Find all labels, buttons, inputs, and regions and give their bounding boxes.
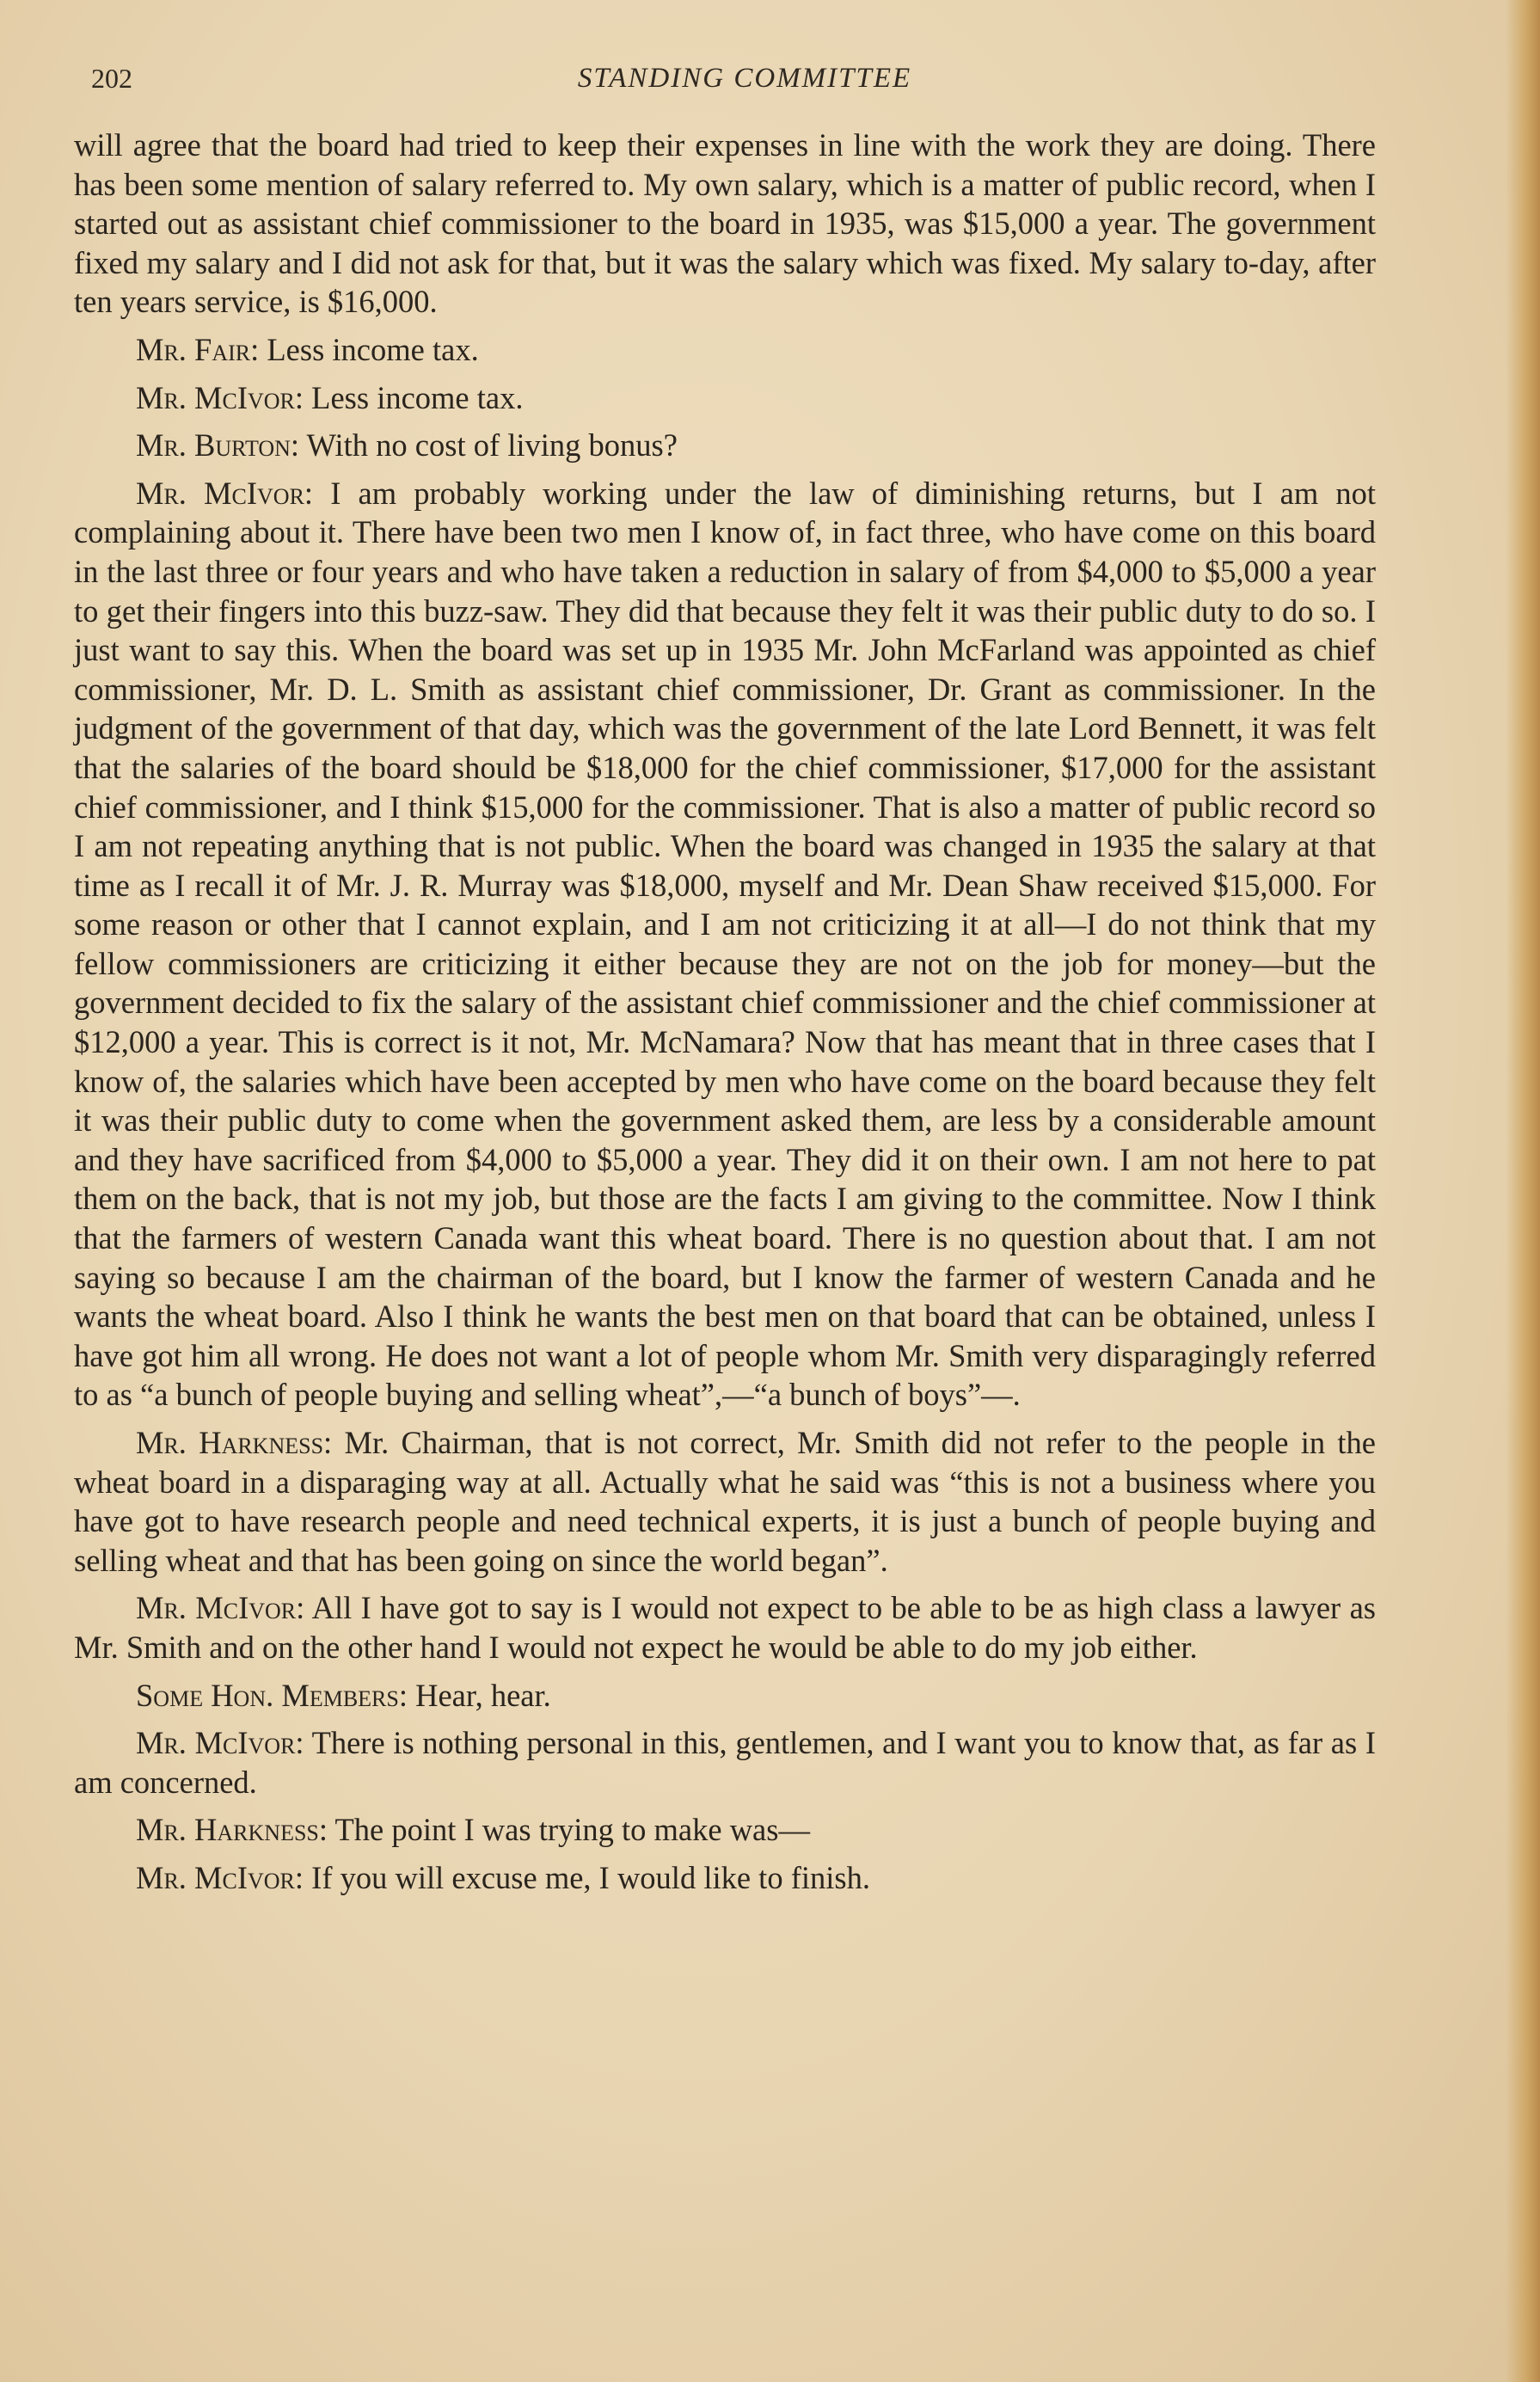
page-edge-shading [1506,0,1540,2382]
speaker-name: Mr. Harkness: [136,1812,328,1848]
speaker-name: Mr. McIvor: [136,1859,304,1895]
paragraph-text: will agree that the board had tried to keep their expenses in line with the work they are doing. There has been some mention of salary referred to. My own salary, which is a matter of public record, when I started out as assistant chief commissioner to the board in 1935, was $15,000 a year. The government fixed my salary and I did not ask for that, but it was the salary which was fixed. My salary to-day, after ten years service, is $16,000. [74,127,1376,320]
transcript-body [74,126,1376,1906]
paragraph [74,1810,1376,1850]
paragraph-text: Hear, hear. [415,1677,551,1713]
paragraph-text: I am probably working under the law of diminishing returns, but I am not complaining about it. There have been two men I know of, in fact three, who have come on this board in the last three or four years and who have taken a reduction in salary of from $4,000 to $5,000 a year to get their fingers into this buzz-saw. They did that because they felt it was their public duty to do so. I just want to say this. When the board was set up in 1935 Mr. John McFarland was appointed as chief commissioner, Mr. D. L. Smith as assistant chief commissioner, Dr. Grant as commissioner. In the judgment of the government of that day, which was the government of the late Lord Bennett, it was felt that the salaries of the board should be $18,000 for the chief commissioner, $17,000 for the assistant chief commissioner, and I think $15,000 for the commissioner. That is also a matter of public record so I am not repeating anything that is not public. When the board was changed in 1935 the salary at that time as I recall it of Mr. J. R. Murray was $18,000, myself and Mr. Dean Shaw received $15,000. For some reason or other that I cannot explain, and I am not criticizing it at all—I do not think that my fellow commissioners are criticizing it either because they are not on the job for money—but the government decided to fix the salary of the assistant chief commissioner and the chief commissioner at $12,000 a year. This is correct is it not, Mr. McNamara? Now that has meant that in three cases that I know of, the salaries which have been accepted by men who have come on the board because they felt it was their public duty to come when the government asked them, are less by a considerable amount and they have sacrificed from $4,000 to $5,000 a year. They did it on their own. I am not here to pat them on the back, that is not my job, but those are the facts I am giving to the committee. Now I think that the farmers of western Canada want this wheat board. There is no question about that. I am not saying so because I am the chairman of the board, but I know the farmer of western Canada and he wants the wheat board. Also I think he wants the best men on that board that can be obtained, unless I have got him all wrong. He does not want a lot of people whom Mr. Smith very disparagingly referred to as “a bunch of people buying and selling wheat”,—“a bunch of boys”—. [74,475,1376,1413]
paragraph-text: All I have got to say is I would not expect to be able to be as high class a lawyer as Mr. Smith and on the other hand I would not expect he would be able to do my job either. [74,1590,1376,1665]
paragraph [74,1858,1376,1898]
speaker-name: Mr. Fair: [136,331,260,367]
speaker-name: Mr. McIvor: [136,1590,305,1626]
paragraph [74,1723,1376,1802]
paragraph [74,1676,1376,1716]
paragraph [74,378,1376,418]
paragraph [74,474,1376,1415]
speaker-name: Mr. Burton: [136,427,300,464]
speaker-name: Mr. McIvor: [136,475,314,511]
paragraph [74,426,1376,465]
paragraph-text: Less income tax. [267,331,479,367]
paragraph [74,1588,1376,1667]
paragraph-text: Less income tax. [311,379,524,415]
paragraph [74,1423,1376,1580]
paragraph [74,330,1376,370]
running-head: STANDING COMMITTEE [577,63,912,94]
page-number: 202 [91,63,132,94]
paragraph [74,126,1376,322]
paragraph-text: The point I was trying to make was— [334,1812,810,1848]
paragraph-text: If you will excuse me, I would like to finish. [311,1859,870,1895]
paragraph-text: With no cost of living bonus? [306,427,678,464]
speaker-name: Mr. McIvor: [136,1725,304,1761]
paragraph-text: There is nothing personal in this, gentlemen, and I want you to know that, as far as I am concerned. [74,1725,1376,1800]
paragraph-text: Mr. Chairman, that is not correct, Mr. Smith did not refer to the people in the wheat board in a disparaging way at all. Actually what he said was “this is not a business where you have got to have research people and need technical experts, it is just a bunch of people buying and selling wheat and that has been going on since the world began”. [74,1425,1376,1578]
speaker-name: Mr. McIvor: [136,379,304,415]
page-header [91,57,1398,100]
speaker-name: Some Hon. Members: [136,1677,408,1713]
speaker-name: Mr. Harkness: [136,1425,333,1460]
